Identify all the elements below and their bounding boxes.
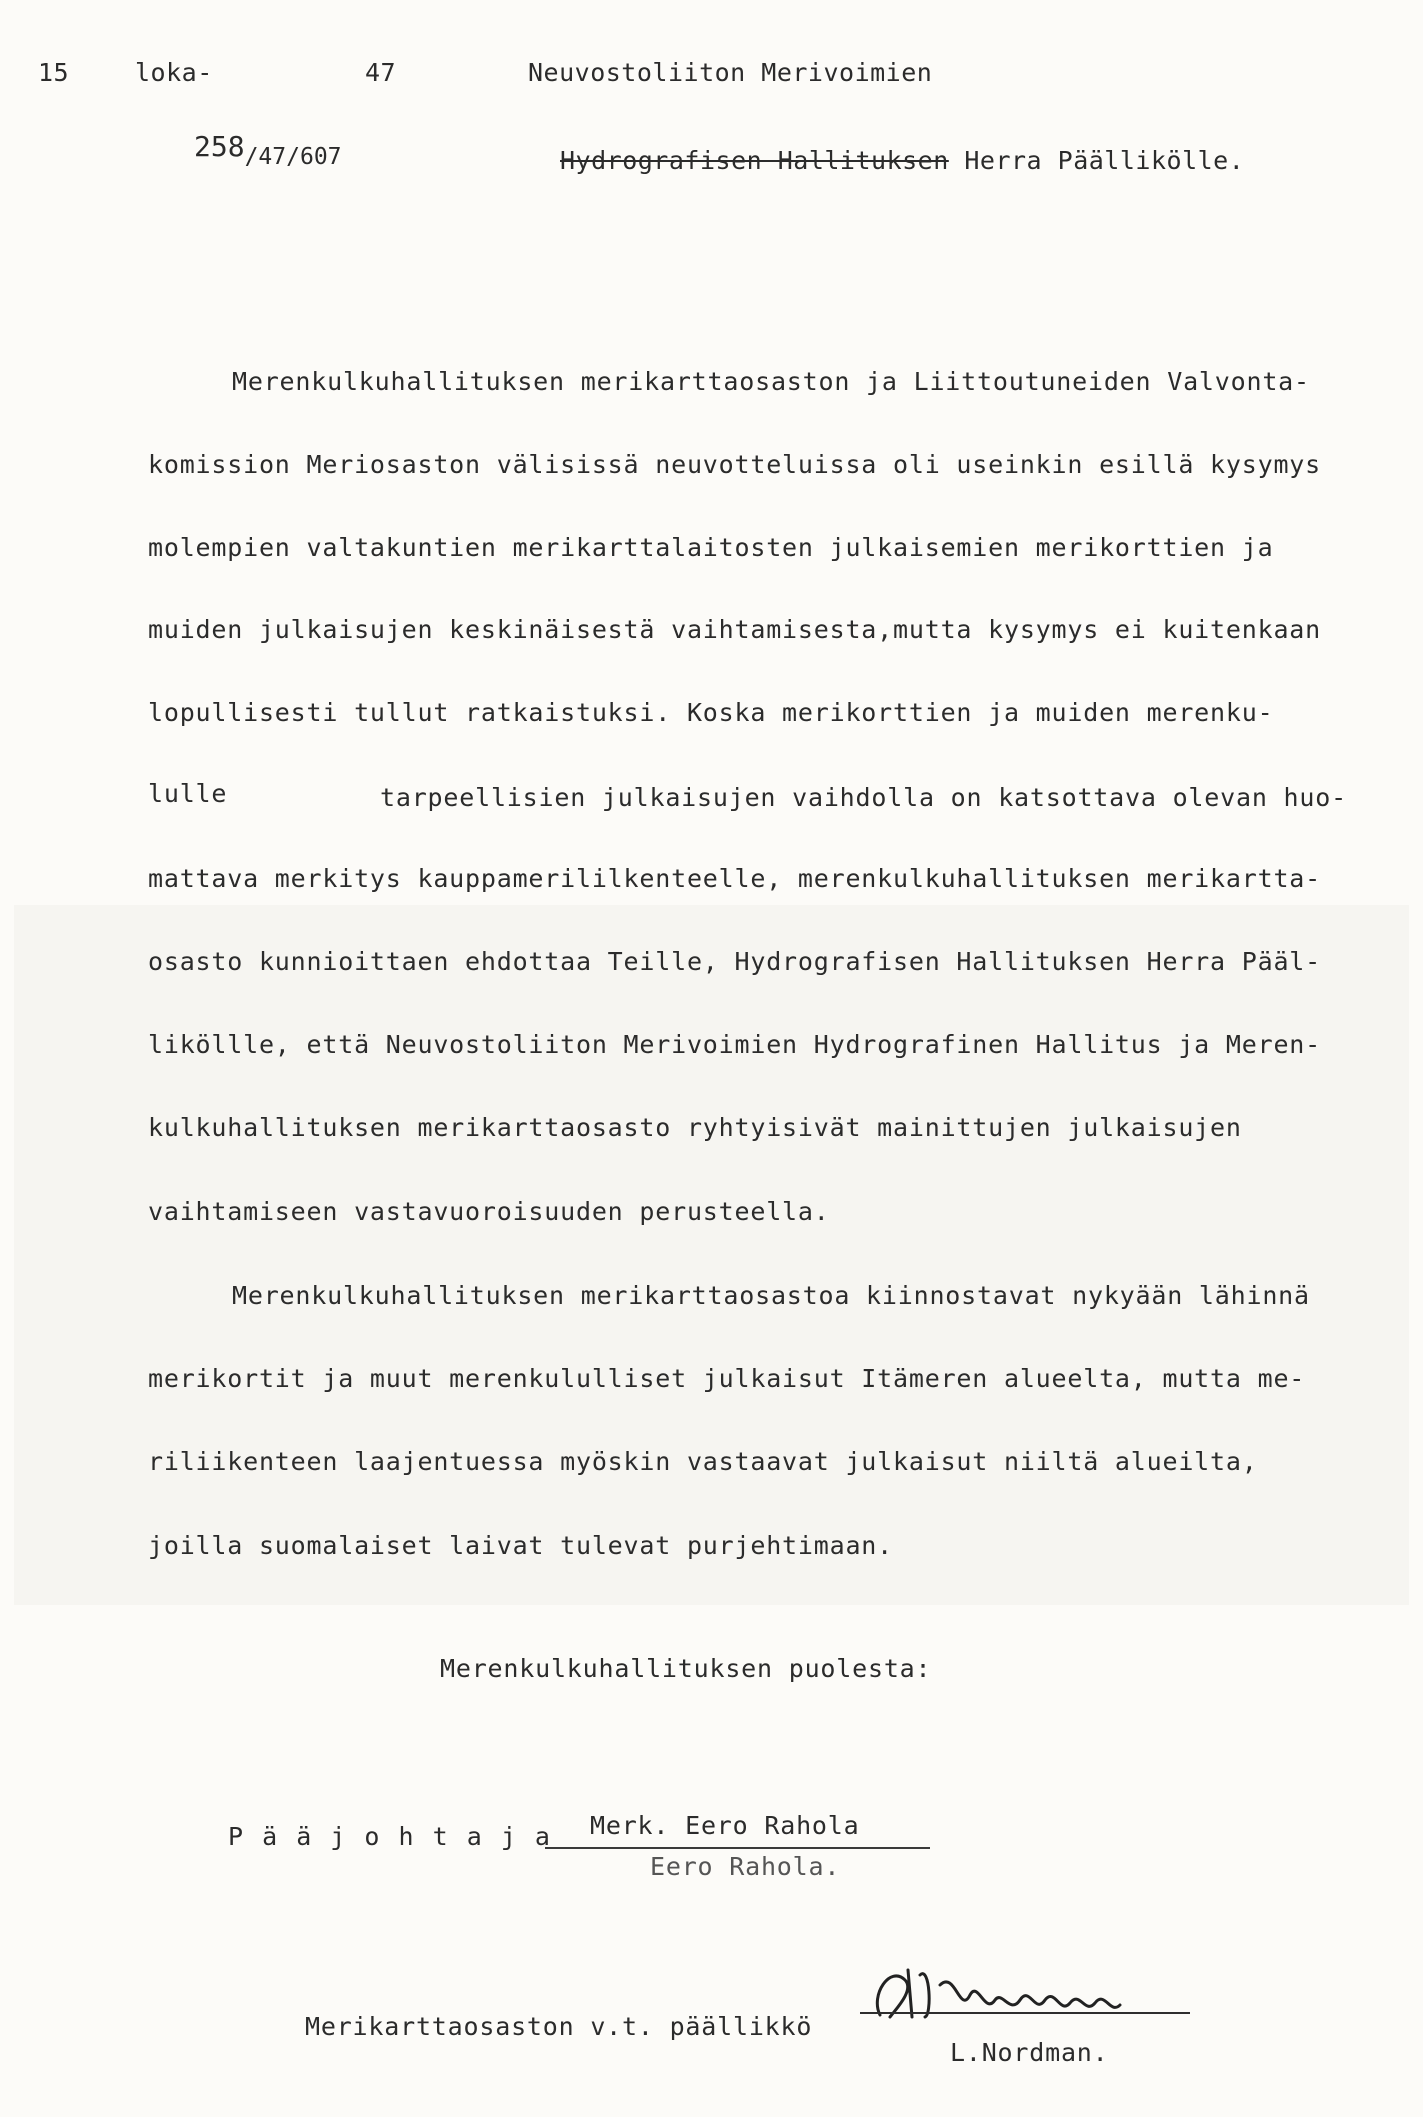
recipient-rest-text: Herra Päällikölle.: [948, 146, 1245, 175]
body-line: mattava merkitys kauppamerililkenteelle, merenkulkuhallituksen merikartta-: [148, 864, 1321, 893]
body-line: kulkuhallituksen merikarttaosasto ryhtyisivät mainittujen julkaisujen: [148, 1113, 1242, 1142]
director-signature-line: [545, 1847, 930, 1849]
scan-shading: [14, 905, 1409, 1605]
body-line: vaihtamiseen vastavuoroisuuden perusteella.: [148, 1197, 830, 1226]
body-line: merikortit ja muut merenkululliset julkaisut Itämeren alueelta, mutta me-: [148, 1364, 1306, 1393]
reference-suffix: /47/607: [244, 144, 342, 170]
reference-number: [194, 130, 342, 171]
body-line: tarpeellisien julkaisujen vaihdolla on katsottava olevan huo-: [380, 783, 1347, 812]
header-year: 47: [365, 58, 397, 87]
body-line: liköllle, että Neuvostoliiton Merivoimien Hydrografinen Hallitus ja Meren-: [148, 1030, 1321, 1059]
chief-title: Merikarttaosaston v.t. päällikkö: [305, 2012, 813, 2041]
recipient-line-2: [560, 146, 1244, 175]
reference-base: 258: [194, 130, 245, 163]
director-signed-text: Merk. Eero Rahola: [590, 1811, 860, 1840]
body-line: osasto kunnioittaen ehdottaa Teille, Hydrografisen Hallituksen Herra Pääl-: [148, 947, 1321, 976]
handwritten-signature: [860, 1955, 1190, 2035]
body-line: joilla suomalaiset laivat tulevat purjehtimaan.: [148, 1531, 894, 1560]
body-line: Merenkulkuhallituksen merikarttaosastoa kiinnostavat nykyään lähinnä: [232, 1281, 1310, 1310]
body-line: lopullisesti tullut ratkaistuksi. Koska merikorttien ja muiden merenku-: [148, 698, 1274, 727]
body-line: muiden julkaisujen keskinäisestä vaihtamisesta,mutta kysymys ei kuitenkaan: [148, 615, 1321, 644]
director-name: Eero Rahola.: [650, 1852, 841, 1881]
body-line: molempien valtakuntien merikarttalaitosten julkaisemien merikorttien ja: [148, 533, 1274, 562]
body-line: lulle: [148, 779, 228, 808]
recipient-line-1: Neuvostoliiton Merivoimien: [528, 58, 933, 87]
chief-name: L.Nordman.: [950, 2038, 1109, 2067]
on-behalf-line: Merenkulkuhallituksen puolesta:: [440, 1654, 932, 1683]
body-line: riliikenteen laajentuessa myöskin vastaavat julkaisut niiltä alueilta,: [148, 1447, 1258, 1476]
header-day: 15: [38, 58, 70, 87]
body-line: komission Meriosaston välisissä neuvotteluissa oli useinkin esillä kysymys: [148, 450, 1321, 479]
body-line: Merenkulkuhallituksen merikarttaosaston ja Liittoutuneiden Valvonta-: [232, 367, 1310, 396]
director-title: P ä ä j o h t a j a: [228, 1822, 552, 1851]
recipient-struck-text: Hydrografisen Hallituksen: [560, 146, 949, 175]
header-month: loka-: [135, 58, 213, 87]
